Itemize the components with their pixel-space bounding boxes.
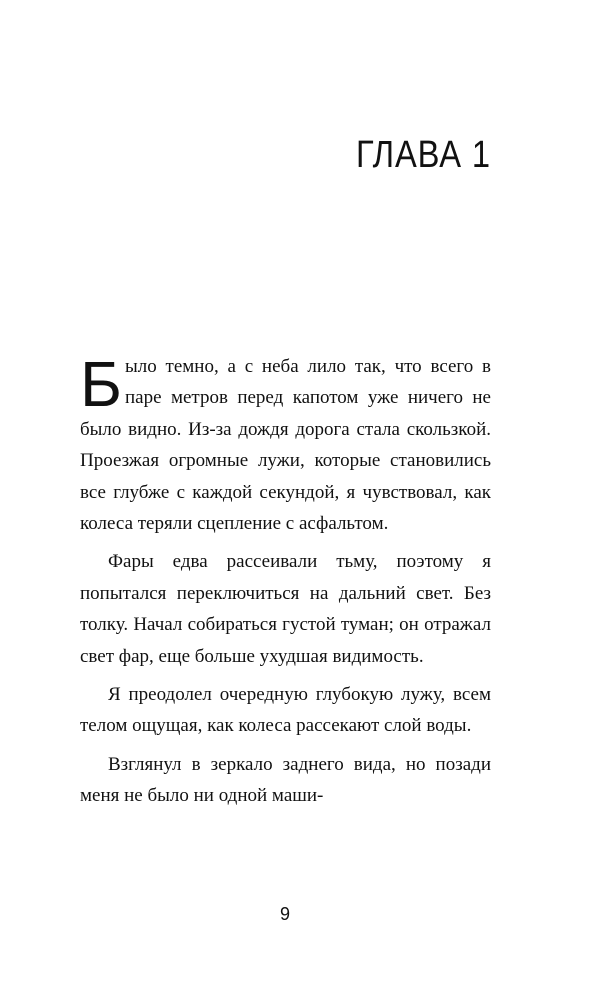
page-number: 9 xyxy=(279,904,290,924)
chapter-body xyxy=(80,348,491,812)
drop-cap: Б xyxy=(80,348,122,420)
chapter-title: ГЛАВА 1 xyxy=(356,134,491,176)
paragraph-2: Фары едва рассеивали тьму, поэтому я попытался переключиться на дальний свет. Без толку. Начал собираться густой туман; он отражал свет фар, еще больше ухудшая видимость. xyxy=(80,551,491,667)
paragraph-1 xyxy=(80,348,491,539)
paragraph-4: Взглянул в зеркало заднего вида, но позади меня не было ни одной маши- xyxy=(80,753,491,807)
paragraph-3: Я преодолел очередную глубокую лужу, всем телом ощущая, как колеса рассекают слой воды. xyxy=(80,684,491,737)
paragraph-1-text: ыло темно, а с неба лило так, что всего в паре метров перед капотом уже ничего не было видно. Из-за дождя дорога стала скользкой. Проезжая огромные лужи, которые становились все глубже с каждой секундой, я чувствовал, как колеса теряли сцепление с асфальтом. xyxy=(80,356,491,535)
